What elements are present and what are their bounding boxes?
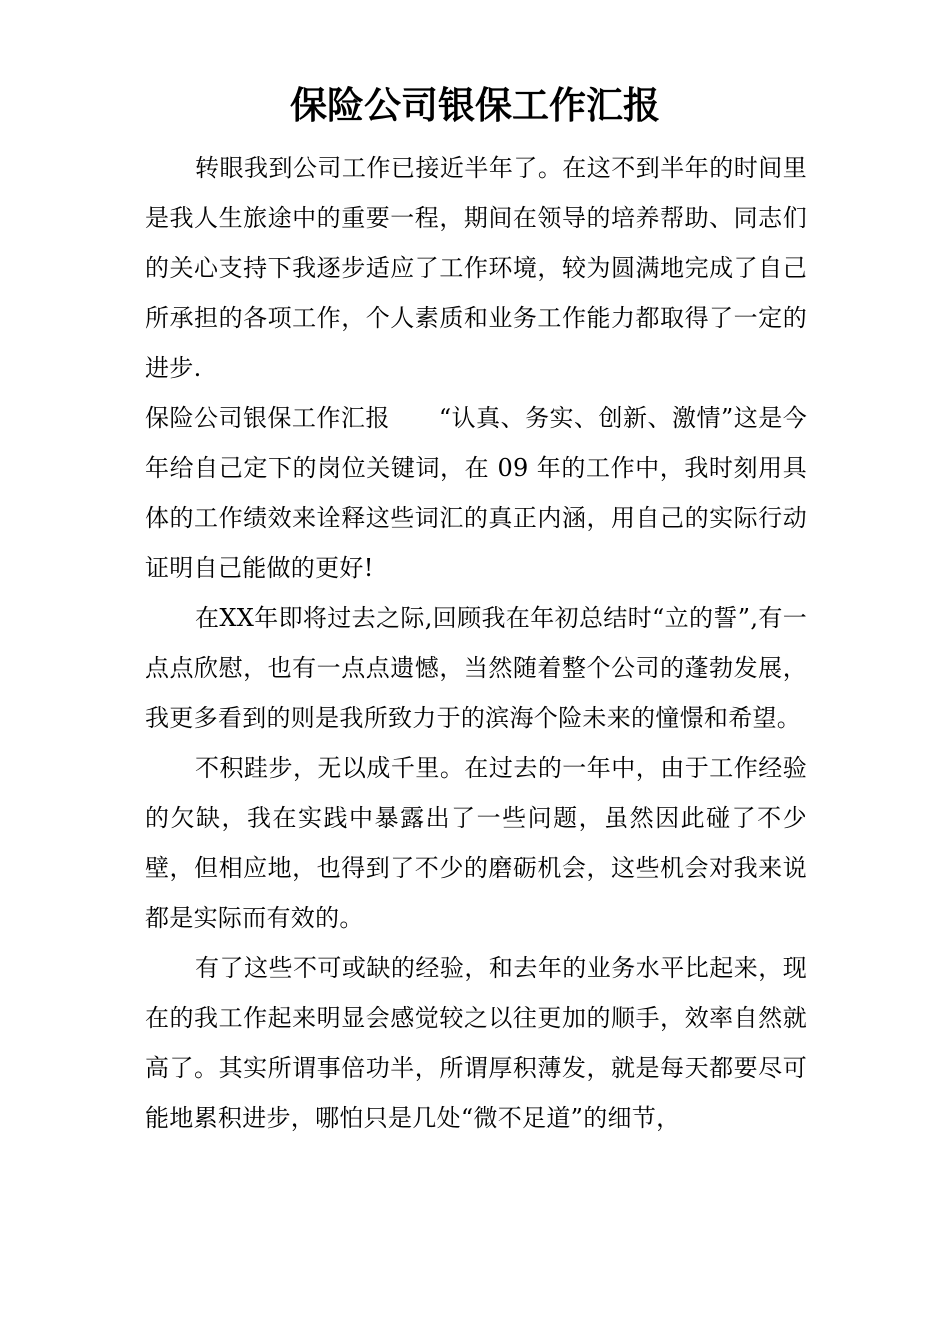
paragraph-intro: 转眼我到公司工作已接近半年了。在这不到半年的时间里是我人生旅途中的重要一程，期间在领导的培养帮助、同志们的关心支持下我逐步适应了工作环境，较为圆满地完成了自己所承担的各项工作，个人素质和业务工作能力都取得了一定的进步. xyxy=(145,154,807,382)
paragraph-experience: 不积跬步，无以成千里。在过去的一年中，由于工作经验的欠缺，我在实践中暴露出了一些问题，虽然因此碰了不少壁，但相应地，也得到了不少的磨砺机会，这些机会对我来说都是实际而有效的。 xyxy=(145,754,807,932)
document-body xyxy=(145,143,807,1143)
paragraph-review: 在XX年即将过去之际,回顾我在年初总结时“立的誓”,有一点点欣慰，也有一点点遗憾，当然随着整个公司的蓬勃发展，我更多看到的则是我所致力于的滨海个险未来的憧憬和希望。 xyxy=(145,604,807,732)
paragraph-progress: 有了这些不可或缺的经验，和去年的业务水平比起来，现在的我工作起来明显会感觉较之以往更加的顺手，效率自然就高了。其实所谓事倍功半，所谓厚积薄发，就是每天都要尽可能地累积进步，哪怕只是几处“微不足道”的细节， xyxy=(145,954,807,1132)
document-title: 保险公司银保工作汇报 xyxy=(290,84,660,127)
paragraph-keywords: 保险公司银保工作汇报 “认真、务实、创新、激情”这是今年给自己定下的岗位关键词，在 09 年的工作中，我时刻用具体的工作绩效来诠释这些词汇的真正内涵，用自己的实际行动证明自己能做的更好! xyxy=(145,404,807,582)
